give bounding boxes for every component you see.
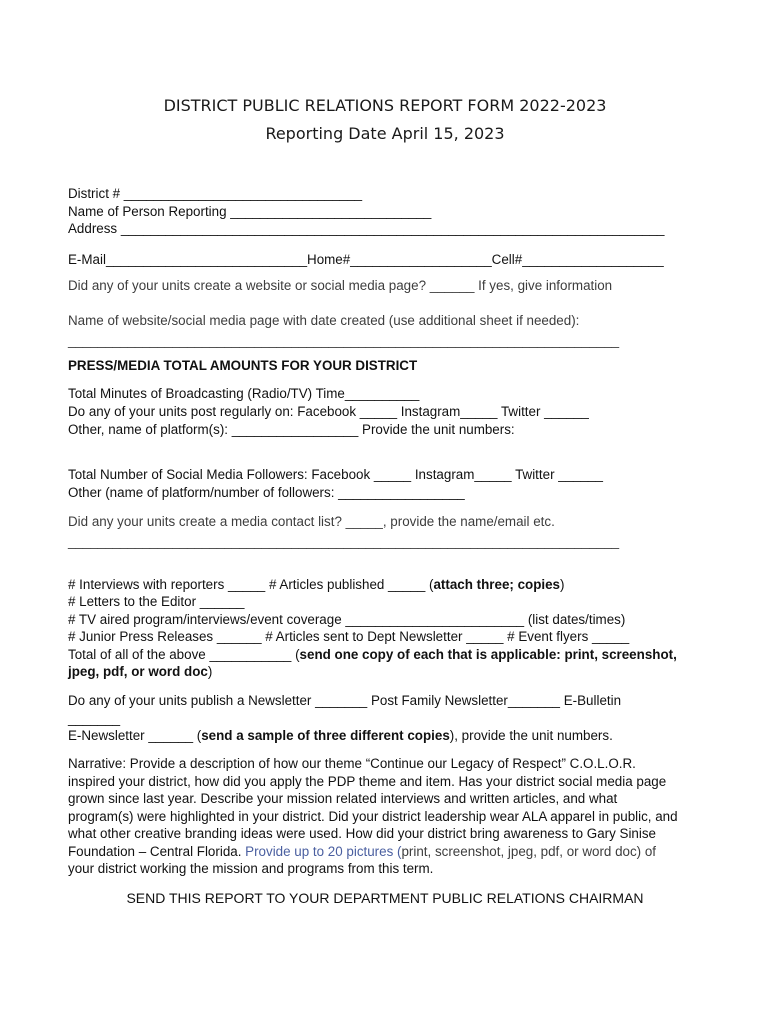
narrative-line-2: inspired your district, how did you apply the PDP theme and item. Has your district social media page bbox=[68, 774, 667, 789]
district-field[interactable]: District # ________________________________ bbox=[68, 186, 363, 201]
page-title: DISTRICT PUBLIC RELATIONS REPORT FORM 2022-2023 bbox=[163, 96, 607, 115]
interviews-line[interactable]: # Interviews with reporters _____ # Articles published _____ (attach three; copies) bbox=[68, 577, 565, 592]
media-contact-line[interactable]: __________________________________________________________________________ bbox=[68, 534, 620, 549]
other-followers[interactable]: Other (name of platform/number of followers: _________________ bbox=[68, 485, 465, 500]
enewsletter-line[interactable]: E-Newsletter ______ (send a sample of three different copies), provide the unit numbers. bbox=[68, 728, 613, 743]
narrative-line-1: Narrative: Provide a description of how our theme “Continue our Legacy of Respect” C.O.L.O.R. bbox=[68, 756, 636, 771]
website-name-prompt: Name of website/social media page with date created (use additional sheet if needed): bbox=[68, 313, 580, 328]
contact-fields[interactable]: E-Mail___________________________Home#___________________Cell#___________________ bbox=[68, 252, 664, 267]
total-line[interactable]: Total of all of the above ___________ (send one copy of each that is applicable: print, screenshot, bbox=[68, 647, 677, 662]
reporting-date: Reporting Date April 15, 2023 bbox=[265, 124, 505, 143]
letters-line[interactable]: # Letters to the Editor ______ bbox=[68, 594, 245, 609]
person-reporting-field[interactable]: Name of Person Reporting ___________________________ bbox=[68, 204, 432, 219]
address-field[interactable]: Address _________________________________________________________________________ bbox=[68, 221, 665, 236]
narrative-line-7: your district working the mission and programs from this term. bbox=[68, 861, 434, 876]
junior-press-line[interactable]: # Junior Press Releases ______ # Articles sent to Dept Newsletter _____ # Event flyers _____ bbox=[68, 629, 630, 644]
post-regularly[interactable]: Do any of your units post regularly on: Facebook _____ Instagram_____ Twitter ______ bbox=[68, 404, 589, 419]
narrative-line-6: Foundation – Central Florida. Provide up to 20 pictures (print, screenshot, jpeg, pdf, or word doc) of bbox=[68, 844, 657, 859]
broadcast-minutes[interactable]: Total Minutes of Broadcasting (Radio/TV) Time__________ bbox=[68, 386, 420, 401]
newsletter-line-cont[interactable]: _______ bbox=[68, 711, 121, 726]
media-contact-list: Did any your units create a media contact list? _____, provide the name/email etc. bbox=[68, 514, 555, 529]
website-question: Did any of your units create a website or social media page? ______ If yes, give information bbox=[68, 278, 613, 293]
press-heading: PRESS/MEDIA TOTAL AMOUNTS FOR YOUR DISTRICT bbox=[68, 358, 418, 373]
tv-coverage-line[interactable]: # TV aired program/interviews/event coverage ________________________ (list dates/times) bbox=[68, 612, 626, 627]
followers-total[interactable]: Total Number of Social Media Followers: Facebook _____ Instagram_____ Twitter ______ bbox=[68, 467, 603, 482]
narrative-line-3: grown since last year. Describe your mission related interviews and written articles, and what bbox=[68, 791, 618, 806]
website-name-line[interactable]: __________________________________________________________________________ bbox=[68, 333, 620, 348]
narrative-line-5: what other creative branding ideas were used. How did your district bring awareness to Gary Sinise bbox=[68, 826, 656, 841]
send-instruction: SEND THIS REPORT TO YOUR DEPARTMENT PUBLIC RELATIONS CHAIRMAN bbox=[126, 890, 644, 906]
other-platform[interactable]: Other, name of platform(s): _________________ Provide the unit numbers: bbox=[68, 422, 515, 437]
narrative-line-4: program(s) were highlighted in your district. Did your district leadership wear ALA apparel in public, and bbox=[68, 809, 678, 824]
newsletter-line[interactable]: Do any of your units publish a Newsletter _______ Post Family Newsletter_______ E-Bulletin bbox=[68, 693, 622, 708]
total-line-cont: jpeg, pdf, or word doc) bbox=[68, 664, 213, 679]
